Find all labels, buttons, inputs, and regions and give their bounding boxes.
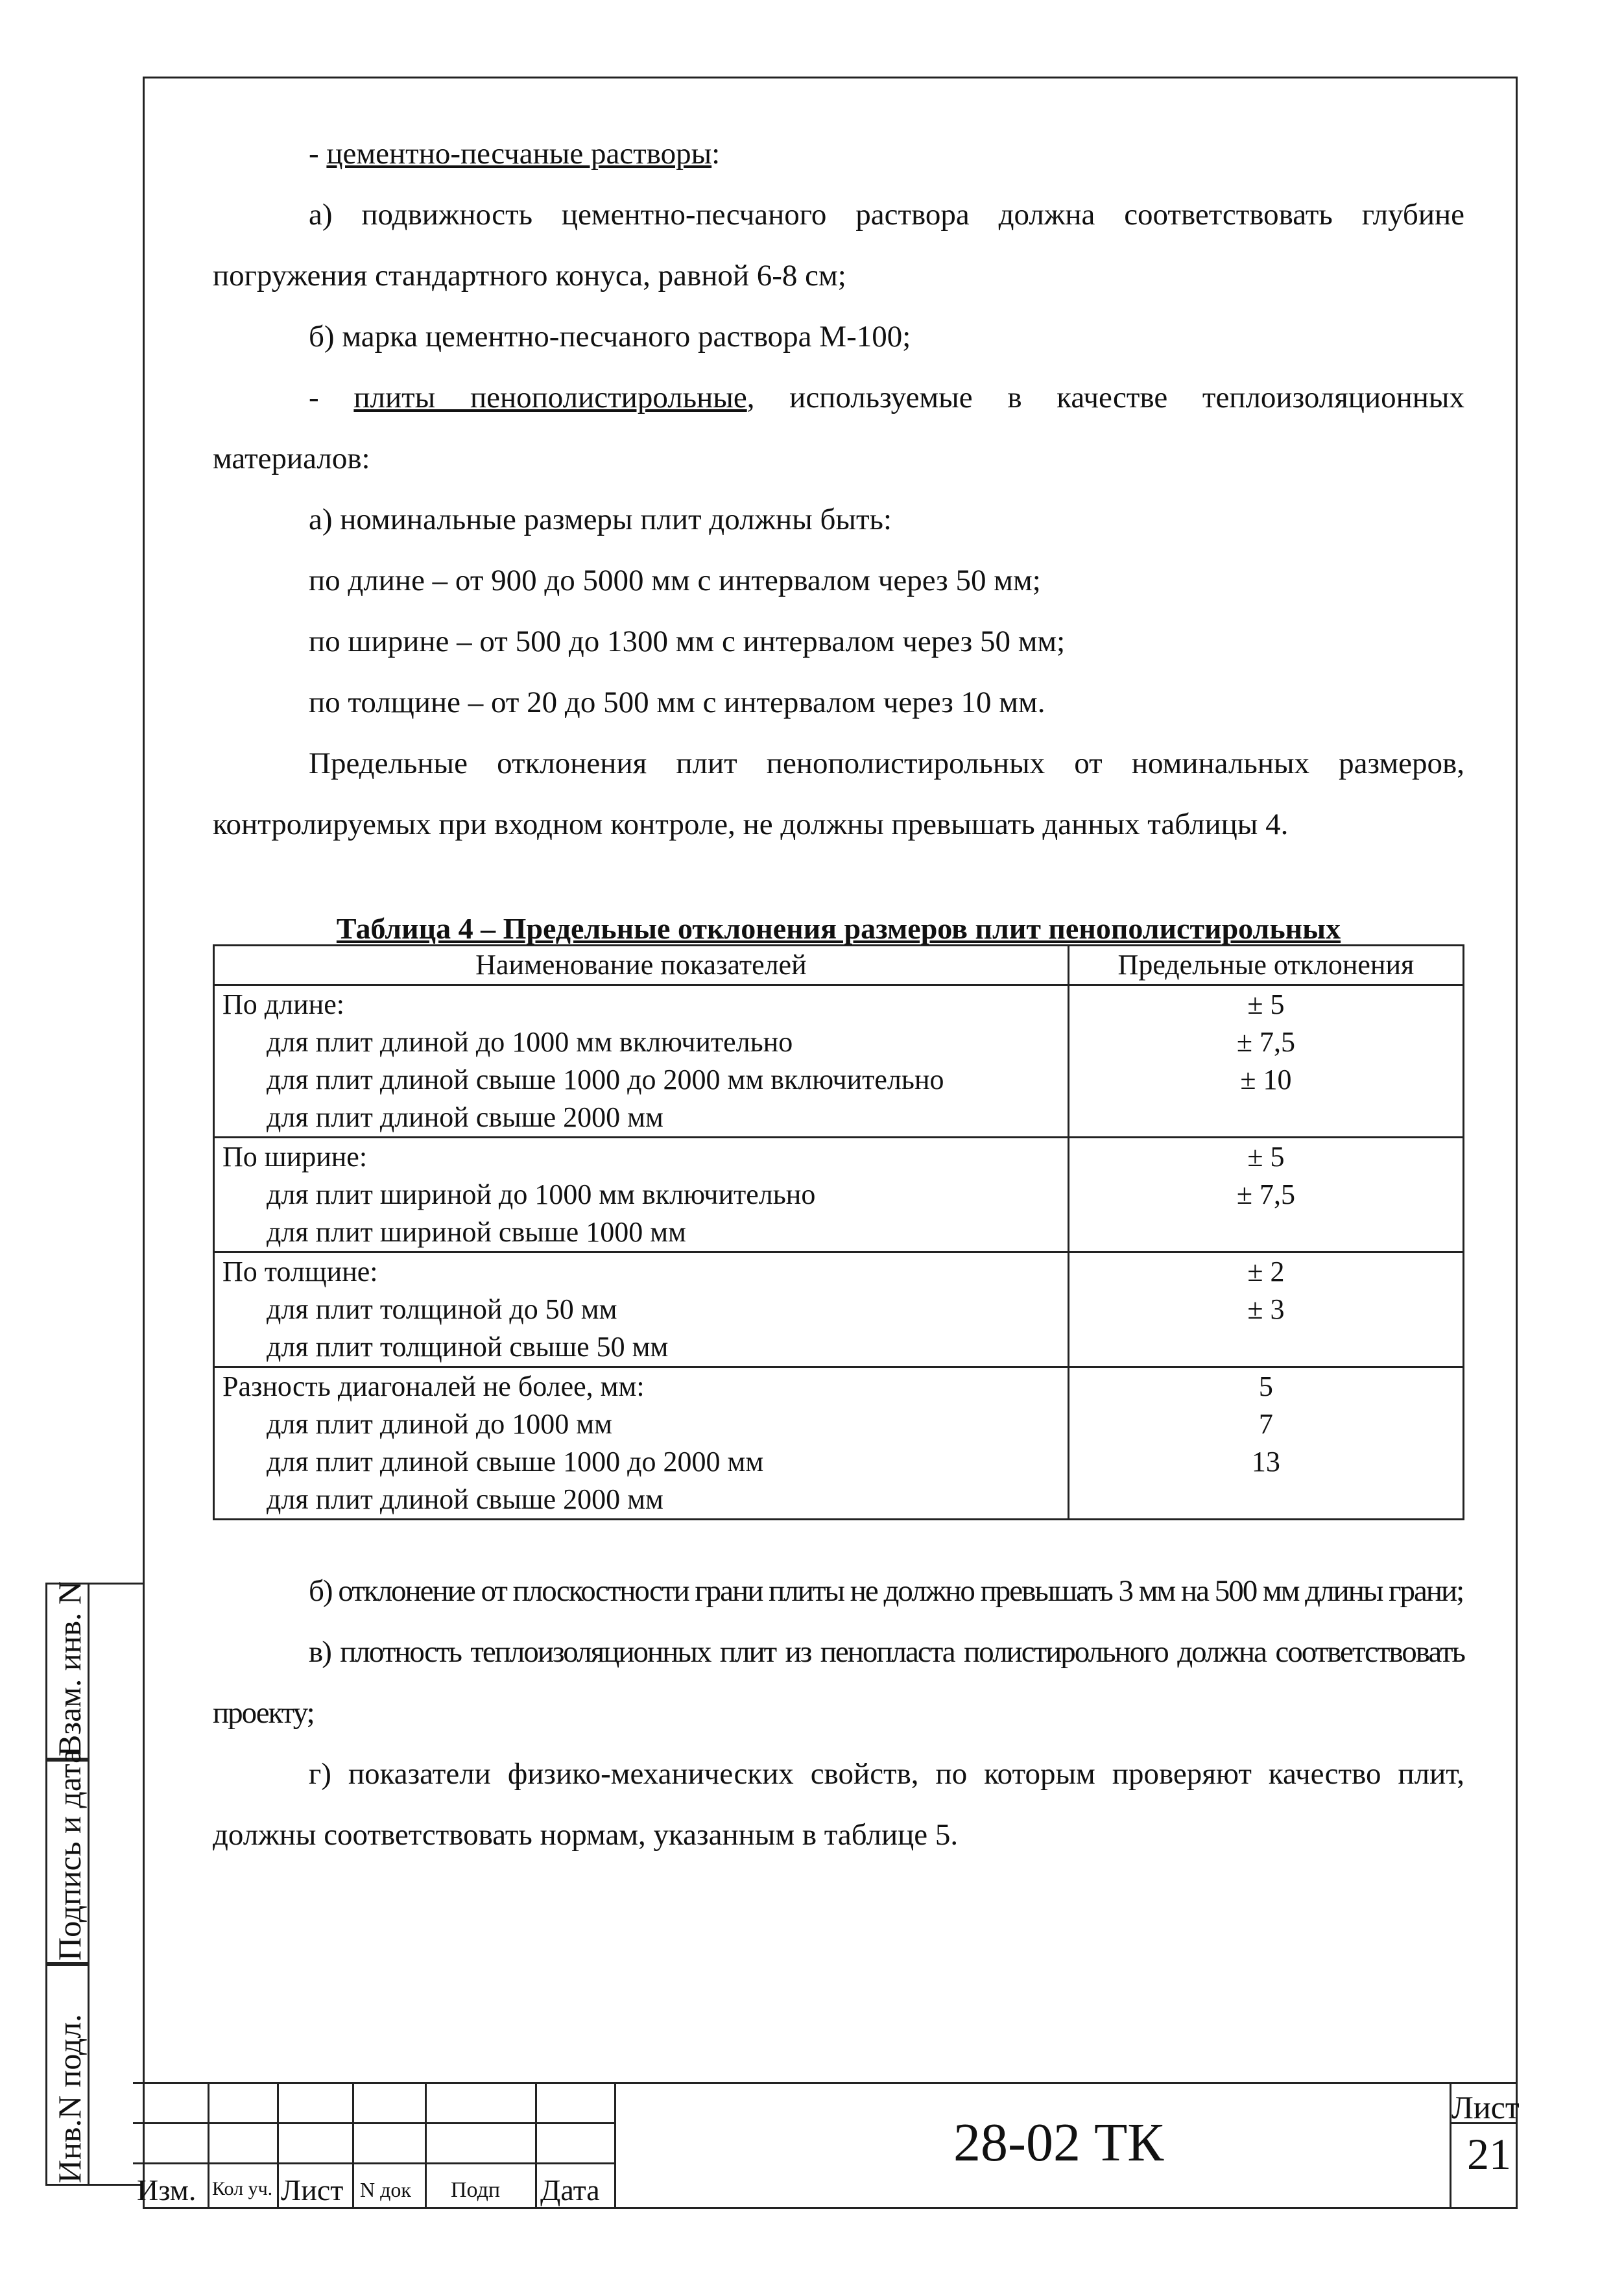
paragraph-length: по длине – от 900 до 5000 мм с интервалом через 50 мм; [309, 564, 1041, 597]
deviation-table [213, 944, 1464, 1520]
vzam-inv-label: Взам. инв. N [51, 1581, 88, 1756]
row-value: 13 [1251, 1446, 1280, 1477]
row-value: ± 10 [1240, 1064, 1292, 1095]
group-title: По длине: [222, 988, 344, 1020]
row-name: для плит длиной свыше 1000 до 2000 мм [267, 1446, 764, 1477]
table-group-diagonal [214, 1367, 1464, 1520]
side-divider-2 [45, 1962, 90, 1966]
row-name: для плит длиной свыше 2000 мм [267, 1483, 663, 1515]
row-name: для плит толщиной до 50 мм [267, 1293, 617, 1325]
table-group-length [214, 985, 1464, 1138]
row-name: для плит длиной до 1000 мм [267, 1408, 612, 1440]
row-value: ± 5 [1247, 1141, 1285, 1173]
paragraph-mobility: а) подвижность цементно-песчаного раствора должна соответствовать глубине погружения стандартного конуса, равной 6-8 см; [213, 198, 1464, 293]
row-name: для плит толщиной свыше 50 мм [267, 1331, 669, 1363]
podpis-data-label: Подпись и дата [51, 1749, 88, 1961]
row-value: ± 2 [1247, 1256, 1285, 1287]
sheet-label: Лист [1451, 2089, 1520, 2125]
row-name: для плит шириной свыше 1000 мм [267, 1216, 686, 1248]
tb-podp: Подп [451, 2178, 501, 2202]
row-name: для плит шириной до 1000 мм включительно [267, 1178, 816, 1210]
row-name: для плит длиной до 1000 мм включительно [267, 1026, 793, 1058]
table-group-thickness [214, 1252, 1464, 1367]
group-title: По толщине: [222, 1256, 378, 1287]
paragraph-plates-heading: - плиты пенополистирольные, используемые в качестве теплоизоляционных материалов: [213, 381, 1464, 475]
row-name: для плит длиной свыше 1000 до 2000 мм включительно [267, 1064, 944, 1095]
tb-n-dok: N док [360, 2178, 411, 2201]
underlined-term-mortar: цементно-песчаные растворы [326, 137, 712, 171]
table-group-width [214, 1138, 1464, 1252]
row-value: 7 [1258, 1408, 1273, 1440]
paragraph-width: по ширине – от 500 до 1300 мм с интервалом через 50 мм; [309, 625, 1066, 658]
row-value: ± 5 [1247, 988, 1285, 1020]
row-value: ± 3 [1247, 1293, 1285, 1325]
underlined-term-plates: плиты пенополистирольные [353, 381, 747, 414]
row-value: 5 [1258, 1370, 1273, 1402]
row-name: для плит длиной свыше 2000 мм [267, 1101, 663, 1133]
group-title: Разность диагоналей не более, мм: [222, 1370, 645, 1402]
paragraph-mortar-heading: - цементно-песчаные растворы: [309, 137, 721, 171]
row-value: ± 7,5 [1236, 1026, 1295, 1058]
paragraph-flatness: б) отклонение от плоскостности грани плиты не должно превышать 3 мм на 500 мм длины грани; [309, 1574, 1464, 1608]
tb-list: Лист [281, 2173, 344, 2207]
paragraph-thickness: по толщине – от 20 до 500 мм с интервалом через 10 мм. [309, 686, 1045, 719]
group-title: По ширине: [222, 1141, 368, 1173]
tb-data: Дата [540, 2173, 600, 2207]
paragraph-density: в) плотность теплоизоляционных плит из пенопласта полистирольного должна соответствовать проекту; [213, 1635, 1464, 1730]
document-body [213, 123, 1464, 1865]
side-stamp-strip [45, 1583, 143, 2186]
tb-izm: Изм. [137, 2173, 197, 2207]
table-header-name: Наименование показателей [214, 946, 1069, 985]
tb-kol-uch: Кол уч. [212, 2178, 273, 2199]
document-code: 28-02 ТК [953, 2112, 1164, 2173]
row-value: ± 7,5 [1236, 1178, 1295, 1210]
paragraph-properties: г) показатели физико-механических свойств, по которым проверяют качество плит, должны соответствовать нормам, указанным в таблице 5. [213, 1757, 1464, 1852]
sheet-number: 21 [1467, 2129, 1511, 2179]
table-caption: Таблица 4 – Предельные отклонения размеров плит пенополистирольных [336, 912, 1341, 945]
paragraph-nominal-sizes: а) номинальные размеры плит должны быть: [309, 503, 892, 536]
paragraph-deviations-intro: Предельные отклонения плит пенополистирольных от номинальных размеров, контролируемых при входном контроле, не должны превышать данных таблицы 4. [213, 747, 1464, 841]
paragraph-grade: б) марка цементно-песчаного раствора М-100; [309, 320, 911, 353]
inv-podl-label: Инв.N подл. [51, 2014, 88, 2183]
title-block [133, 2082, 1518, 2209]
table-header-deviation: Предельные отклонения [1068, 946, 1463, 985]
